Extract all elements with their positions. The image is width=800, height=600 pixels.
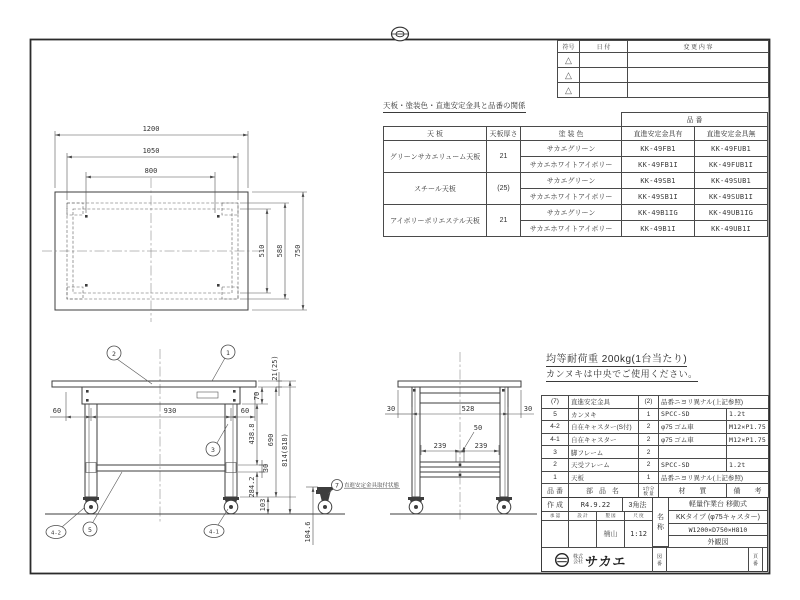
dim-103: 103 xyxy=(259,498,267,512)
product-title: 軽量作業台 移動式 xyxy=(669,498,767,511)
spec-code: KK-49FB1I xyxy=(622,157,695,173)
stabilizer-note: 直進安定金具取付状態 xyxy=(344,483,400,489)
part-name: 天板 xyxy=(569,471,639,484)
scale-label: 尺 度 xyxy=(625,512,653,521)
dim-50: 50 xyxy=(473,424,483,432)
dim-800: 800 xyxy=(144,167,158,175)
spec-table xyxy=(383,112,768,237)
part-name: 直進安定金具 xyxy=(569,396,639,409)
front-view xyxy=(45,345,400,545)
part-material xyxy=(659,446,727,459)
drafter-signature: 楠山 xyxy=(597,521,625,547)
part-name: 天受フレーム xyxy=(569,458,639,471)
top-view xyxy=(42,125,307,322)
spec-code: KK-49SB1 xyxy=(622,173,695,189)
dim-30: 30 xyxy=(262,463,270,473)
side-view xyxy=(385,352,537,520)
part-qty: 2 xyxy=(639,433,659,446)
rev-date-cell xyxy=(580,83,628,98)
page-no-value xyxy=(763,548,767,572)
product-size: W1200×D750×H810 xyxy=(669,524,767,536)
balloon-3: 3 xyxy=(211,446,215,454)
rev-change-cell xyxy=(628,83,769,98)
rev-header-date: 日 付 xyxy=(580,41,628,53)
spec-code: KK-49FB1 xyxy=(622,141,695,157)
rev-change-cell xyxy=(628,53,769,68)
parts-header-name: 部 品 名 xyxy=(569,484,639,498)
spec-code: KK-49FUB1 xyxy=(695,141,768,157)
dim-750: 750 xyxy=(294,244,302,258)
front-balloons xyxy=(46,345,235,539)
part-remarks: M12×P1.75 xyxy=(727,421,769,434)
dim-528: 528 xyxy=(461,405,475,413)
spec-header-without-stabilizer: 直進安定金具無 xyxy=(695,127,768,141)
rev-header-symbol: 符号 xyxy=(558,41,580,53)
balloon-4-1: 4-1 xyxy=(209,529,219,536)
spec-header-board: 天 板 xyxy=(384,127,487,141)
parts-header-material: 材 質 xyxy=(659,484,727,498)
dim-690: 690 xyxy=(267,433,275,447)
part-name: カンヌキ xyxy=(569,408,639,421)
grommet-icon xyxy=(392,27,409,41)
part-no: 4-2 xyxy=(542,421,569,434)
part-no: (7) xyxy=(542,396,569,409)
spec-thickness: (25) xyxy=(487,173,521,205)
spec-color: サカエホワイトアイボリー xyxy=(521,189,622,205)
projection-method: 3角法 xyxy=(623,498,653,512)
created-date: R4.9.22 xyxy=(569,498,623,512)
dim-30-right: 30 xyxy=(523,405,533,413)
dim-21-25: 21(25) xyxy=(271,355,279,381)
dim-588: 588 xyxy=(276,244,284,258)
caster-left xyxy=(83,497,99,514)
company-name: サカエ xyxy=(583,553,628,569)
spec-color: サカエグリーン xyxy=(521,141,622,157)
load-capacity-note: 均等耐荷重 200kg(1台当たり) xyxy=(546,349,687,367)
spec-thickness: 21 xyxy=(487,205,521,237)
title-block xyxy=(541,497,768,572)
spec-code: KK-49SUB1 xyxy=(695,173,768,189)
part-name: 自在キャスター xyxy=(569,433,639,446)
part-qty: 2 xyxy=(639,446,659,459)
balloon-1: 1 xyxy=(226,349,230,357)
spec-color: サカエグリーン xyxy=(521,205,622,221)
product-type: KKタイプ (φ75キャスター) xyxy=(669,511,767,524)
stabilizer-caster-detail xyxy=(304,480,400,546)
design-cell xyxy=(569,521,597,547)
part-material: 品番ニヨリ異ナル(上記参照) xyxy=(659,396,769,409)
revision-mark-icon: △ xyxy=(558,83,580,98)
name-label: 名 称 xyxy=(653,498,669,547)
page-no-label: 頁 番 xyxy=(749,548,763,572)
spec-code: KK-49SB1I xyxy=(622,189,695,205)
rev-date-cell xyxy=(580,68,628,83)
balloon-2: 2 xyxy=(112,350,116,358)
balloon-7: 7 xyxy=(335,481,339,490)
drafting-label: 製 図 xyxy=(597,512,625,521)
caster-right xyxy=(223,497,239,514)
part-remarks: 1.2t xyxy=(727,458,769,471)
spec-code: KK-49UB1I xyxy=(695,221,768,237)
dim-60-right: 60 xyxy=(240,407,250,415)
part-qty: 1 xyxy=(639,471,659,484)
part-qty: 1 xyxy=(639,408,659,421)
dim-30-left: 30 xyxy=(386,405,396,413)
part-no: 5 xyxy=(542,408,569,421)
spec-code: KK-49SUB1I xyxy=(695,189,768,205)
part-no: 1 xyxy=(542,471,569,484)
part-qty: (2) xyxy=(639,396,659,409)
spec-header-thickness: 天板厚さ xyxy=(487,127,521,141)
dim-814-818: 814(818) xyxy=(281,433,289,467)
sakae-logo-mark xyxy=(554,552,570,568)
spec-board-name: アイボリーポリエステル天板 xyxy=(384,205,487,237)
dim-70: 70 xyxy=(253,391,261,401)
balloon-5: 5 xyxy=(88,526,92,534)
drawing-type: 外観図 xyxy=(707,538,729,546)
spec-table-title: 天板・塗装色・直進安定金具と品番の関係 xyxy=(383,100,526,113)
part-material: 品番ニヨリ異ナル(上記参照) xyxy=(659,471,769,484)
parts-header-no: 品 番 xyxy=(542,484,569,498)
part-remarks: 1.2t xyxy=(727,408,769,421)
part-material: φ75 ゴム車 xyxy=(659,433,727,446)
revision-table xyxy=(557,40,769,98)
caster-side-left xyxy=(408,497,424,514)
part-no: 4-1 xyxy=(542,433,569,446)
title-block-bottom-row xyxy=(542,547,767,572)
part-material: SPCC-SD xyxy=(659,458,727,471)
parts-header-qty: 1台分 数 量 xyxy=(639,484,659,498)
balloon-4-2: 4-2 xyxy=(51,530,61,537)
parts-header-remarks: 備 考 xyxy=(727,484,769,498)
spec-board-name: スチール天板 xyxy=(384,173,487,205)
company-prefix: 株式 会社 xyxy=(573,553,584,565)
parts-list-table xyxy=(541,395,769,498)
created-label: 作 成 xyxy=(542,498,569,512)
dim-438-8: 438.8 xyxy=(248,423,256,445)
spec-color: サカエホワイトアイボリー xyxy=(521,157,622,173)
part-name: 脚フレーム xyxy=(569,446,639,459)
dim-239-left: 239 xyxy=(433,442,447,450)
spec-board-name: グリーンサカエリューム天板 xyxy=(384,141,487,173)
rev-change-cell xyxy=(628,68,769,83)
rev-date-cell xyxy=(580,53,628,68)
design-label: 設 計 xyxy=(569,512,597,521)
scale-value: 1:12 xyxy=(625,521,653,547)
spec-code: KK-49FUB1I xyxy=(695,157,768,173)
dim-1200: 1200 xyxy=(142,125,160,133)
dim-510: 510 xyxy=(258,244,266,258)
drawing-no-label: 図 番 xyxy=(653,548,667,572)
kannuki-note: カンヌキは中央でご使用ください。 xyxy=(546,364,698,382)
spec-code: KK-49UB1IG xyxy=(695,205,768,221)
revision-mark-icon: △ xyxy=(558,53,580,68)
dim-284-2: 284.2 xyxy=(248,476,256,498)
approval-cell xyxy=(542,521,569,547)
dim-104-6: 104.6 xyxy=(304,521,312,543)
spec-code: KK-49B1IG xyxy=(622,205,695,221)
approval-label: 承 認 xyxy=(542,512,569,521)
spec-color: サカエホワイトアイボリー xyxy=(521,221,622,237)
company-logo xyxy=(542,548,653,572)
spec-code: KK-49B1I xyxy=(622,221,695,237)
rev-header-change: 変 更 内 容 xyxy=(628,41,769,53)
part-qty: 2 xyxy=(639,458,659,471)
revision-mark-icon: △ xyxy=(558,68,580,83)
part-no: 2 xyxy=(542,458,569,471)
part-material: SPCC-SD xyxy=(659,408,727,421)
spec-header-color: 塗 装 色 xyxy=(521,127,622,141)
part-name: 自在キャスター(S付) xyxy=(569,421,639,434)
spec-part-no-header: 品 番 xyxy=(622,113,768,127)
caster-side-right xyxy=(496,497,512,514)
spec-ghost-cell xyxy=(384,113,622,127)
part-material: φ75 ゴム車 xyxy=(659,421,727,434)
drawing-no-value xyxy=(667,548,749,572)
part-remarks xyxy=(727,446,769,459)
part-no: 3 xyxy=(542,446,569,459)
spec-color: サカエグリーン xyxy=(521,173,622,189)
part-remarks: M12×P1.75 xyxy=(727,433,769,446)
part-qty: 2 xyxy=(639,421,659,434)
dim-1050: 1050 xyxy=(142,147,160,155)
spec-thickness: 21 xyxy=(487,141,521,173)
dim-930: 930 xyxy=(163,407,177,415)
dim-60-left: 60 xyxy=(52,407,62,415)
title-block-left xyxy=(542,498,653,547)
dim-239-right: 239 xyxy=(474,442,488,450)
title-block-name-section xyxy=(653,498,767,547)
spec-header-with-stabilizer: 直進安定金具有 xyxy=(622,127,695,141)
